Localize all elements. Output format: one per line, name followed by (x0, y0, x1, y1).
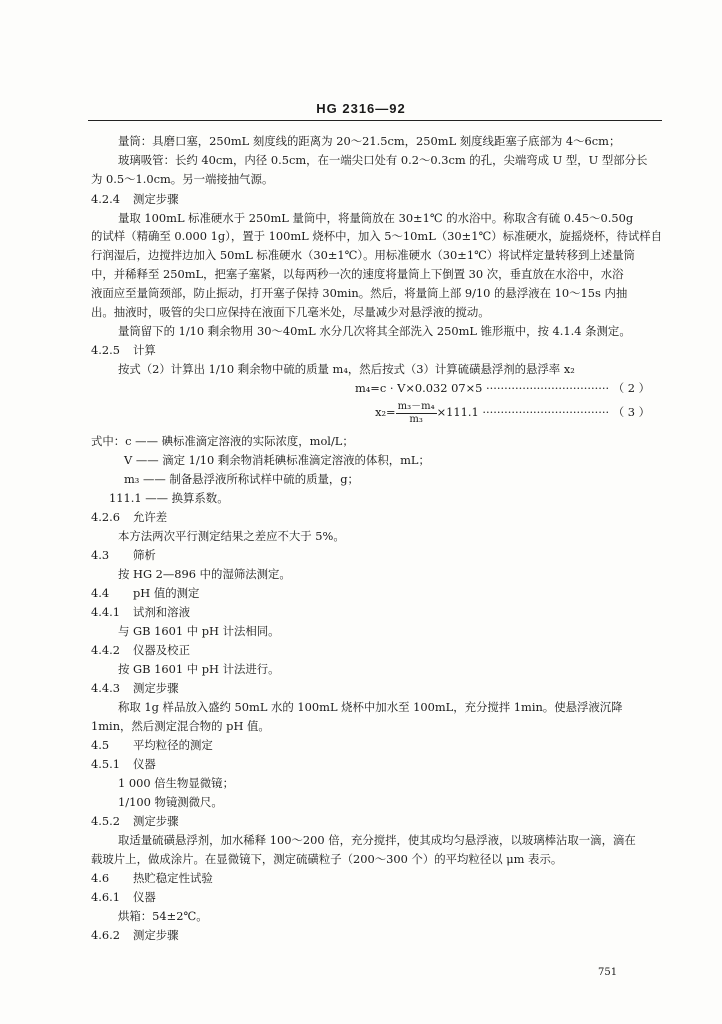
section-number: 4.6 (91, 871, 110, 885)
header-rule (88, 120, 662, 121)
section-number: 4.2.5 (91, 343, 120, 357)
section-heading-4-4 (91, 585, 199, 601)
section-heading-4-6 (91, 870, 213, 886)
section-title: 允许差 (133, 510, 168, 524)
text-line: 按 HG 2—896 中的湿筛法测定。 (118, 567, 291, 581)
text-line: 玻璃吸管：长约 40cm，内径 0.5cm，在一端尖口处有 0.2～0.3cm 的孔，尖端弯成 U 型，U 型部分长 (118, 153, 648, 167)
text-line: 1/100 物镜测微尺。 (118, 795, 223, 809)
text-line: 量取 100mL 标准硬水于 250mL 量筒中，将量筒放在 30±1℃ 的水浴中。称取含有硫 0.45～0.50g (118, 211, 634, 225)
text-line: 出。抽液时，吸管的尖口应保持在液面下几毫米处，尽量减少对悬浮液的搅动。 (91, 305, 490, 319)
symbol-definition: m₃ —— 制备悬浮液所称试样中硫的质量，g； (124, 472, 359, 486)
section-heading-4-2-5 (91, 342, 156, 358)
page-number: 751 (598, 967, 618, 978)
section-title: 计算 (133, 343, 156, 357)
text-line: 按式（2）计算出 1/10 剩余物中硫的质量 m₄，然后按式（3）计算硫磺悬浮剂的悬浮率 x₂ (118, 362, 575, 376)
formula-3-lhs: x₂= (375, 405, 396, 419)
symbol-definition: 111.1 —— 换算系数。 (109, 491, 229, 505)
text-line: 量筒：具磨口塞，250mL 刻度线的距离为 20～21.5cm，250mL 刻度线距塞子底部为 4～6cm； (118, 134, 621, 148)
document-code-header: HG 2316—92 (316, 101, 406, 116)
section-title: pH 值的测定 (133, 586, 200, 600)
section-title: 仪器及校正 (133, 643, 190, 657)
text-line: 液面应至量筒颈部，防止振动，打开塞子保持 30min。然后，将量筒上部 9/10 的悬浮液在 10～15s 内抽 (91, 286, 628, 300)
section-heading-4-5-2 (91, 813, 179, 829)
section-heading-4-3 (91, 547, 156, 563)
text-line: 载玻片上，做成涂片。在显微镜下，测定硫磺粒子（200～300 个）的平均粒径以 μm 表示。 (91, 852, 563, 866)
section-heading-4-4-2 (91, 642, 190, 658)
text-line: 为 0.5～1.0cm。另一端接抽气源。 (91, 172, 274, 186)
section-title: 平均粒径的测定 (133, 738, 213, 752)
section-title: 测定步骤 (133, 928, 179, 942)
section-number: 4.5 (91, 738, 110, 752)
fraction-numerator: m₃－m₄ (397, 400, 435, 412)
text-line: 按 GB 1601 中 pH 计法进行。 (118, 662, 280, 676)
section-title: 测定步骤 (133, 681, 179, 695)
section-heading-4-6-2 (91, 927, 179, 943)
section-number: 4.3 (91, 548, 110, 562)
section-number: 4.4.1 (91, 605, 120, 619)
section-title: 试剂和溶液 (133, 605, 190, 619)
text-line: 烘箱：54±2℃。 (118, 909, 208, 923)
fraction-denominator: m₃ (409, 413, 423, 425)
section-heading-4-4-3 (91, 680, 179, 696)
section-title: 测定步骤 (133, 192, 179, 206)
symbol-definition: 式中：c —— 碘标准滴定溶液的实际浓度，mol/L； (91, 434, 354, 448)
symbol-definition: V —— 滴定 1/10 剩余物消耗碘标准滴定溶液的体积，mL； (124, 453, 430, 467)
text-line: 称取 1g 样品放入盛约 50mL 水的 100mL 烧杯中加水至 100mL，充分搅拌 1min。使悬浮液沉降 (118, 700, 623, 714)
section-heading-4-2-6 (91, 509, 167, 525)
text-line: 行润湿后，边搅拌边加入 50mL 标准硬水（30±1℃）。用标准硬水（30±1℃）将试样定量转移到上述量筒 (91, 248, 635, 262)
text-line: 本方法两次平行测定结果之差应不大于 5%。 (118, 529, 345, 543)
formula-3-fraction (396, 401, 437, 426)
text-line: 的试样（精确至 0.000 1g），置于 100mL 烧杯中，加入 5～10mL（30±1℃）标准硬水，旋摇烧杯，待试样自 (91, 229, 663, 243)
formula-3-rhs: ×111.1 ··································· （ 3 ） (436, 405, 650, 419)
formula-3 (0, 399, 650, 426)
section-number: 4.6.1 (91, 890, 120, 904)
text-line: 1min，然后测定混合物的 pH 值。 (91, 719, 270, 733)
text-line: 与 GB 1601 中 pH 计法相同。 (118, 624, 280, 638)
text-line: 量筒留下的 1/10 剩余物用 30～40mL 水分几次将其全部洗入 250mL 锥形瓶中，按 4.1.4 条测定。 (118, 324, 631, 338)
section-number: 4.5.2 (91, 814, 120, 828)
formula-2: m₄=c · V×0.032 07×5 ·································· （ 2 ） (354, 381, 650, 395)
section-number: 4.5.1 (91, 757, 120, 771)
section-number: 4.4.2 (91, 643, 120, 657)
section-title: 测定步骤 (133, 814, 179, 828)
text-line: 1 000 倍生物显微镜； (118, 776, 234, 790)
section-title: 仪器 (133, 890, 156, 904)
text-line: 中，并稀释至 250mL，把塞子塞紧，以每两秒一次的速度将量筒上下倒置 30 次，垂直放在水浴中，水浴 (91, 267, 624, 281)
section-heading-4-6-1 (91, 889, 156, 905)
section-heading-4-4-1 (91, 604, 190, 620)
section-heading-4-5-1 (91, 756, 156, 772)
section-number: 4.6.2 (91, 928, 120, 942)
section-number: 4.2.6 (91, 510, 120, 524)
section-heading-4-2-4 (91, 191, 179, 207)
section-title: 筛析 (133, 548, 156, 562)
section-heading-4-5 (91, 737, 213, 753)
section-title: 热贮稳定性试验 (133, 871, 213, 885)
section-number: 4.2.4 (91, 192, 120, 206)
section-number: 4.4 (91, 586, 110, 600)
section-title: 仪器 (133, 757, 156, 771)
text-line: 取适量硫磺悬浮剂，加水稀释 100～200 倍，充分搅拌，使其成均匀悬浮液，以玻璃棒沾取一滴，滴在 (118, 833, 636, 847)
section-number: 4.4.3 (91, 681, 120, 695)
